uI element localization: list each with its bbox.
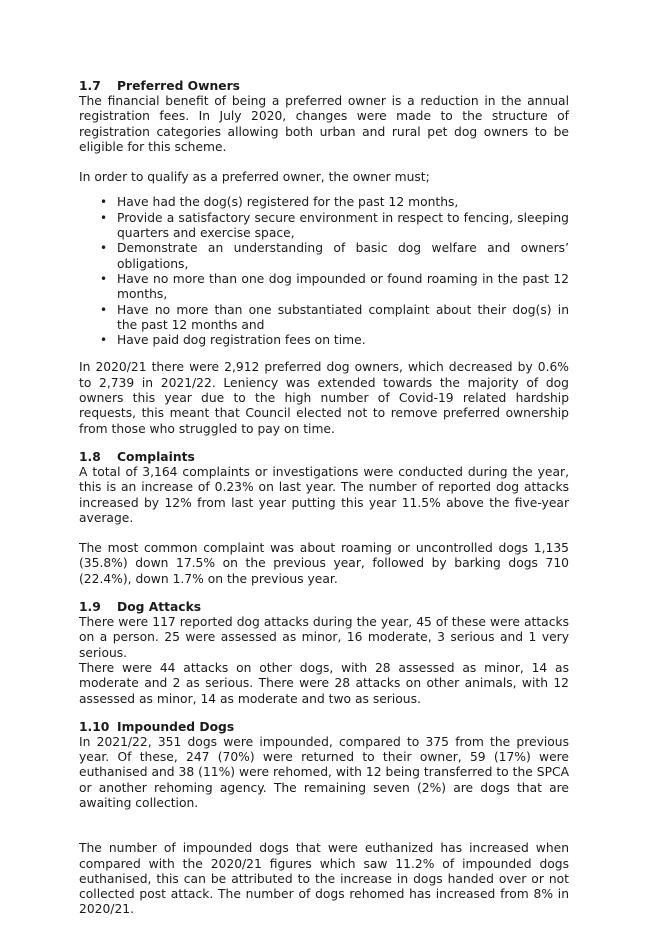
section-title: Dog Attacks: [117, 600, 202, 615]
list-item: • Have had the dog(s) registered for the past 12 months,: [79, 195, 569, 210]
list-item: • Have paid dog registration fees on time.: [79, 333, 569, 348]
list-item: • Provide a satisfactory secure environment in respect to fencing, sleeping quarters and exercise space,: [79, 211, 569, 242]
paragraph: A total of 3,164 complaints or investigations were conducted during the year, this is an increase of 0.23% on last year. The number of reported dog attacks increased by 12% from last year putting this year 11.5% above the five-year average.: [79, 464, 569, 525]
section-complaints: [79, 449, 569, 587]
paragraph: In 2021/22, 351 dogs were impounded, compared to 375 from the previous year. Of these, 247 (70%) were returned to their owner, 59 (17%) were euthanised and 38 (11%) were rehomed, with 12 being transferred to the SPCA or another rehoming agency. The remaining seven (2%) are dogs that are awaiting collection.: [79, 734, 569, 810]
section-title: Preferred Owners: [117, 79, 240, 93]
section-dog-attacks: [79, 599, 569, 707]
paragraph: In order to qualify as a preferred owner, the owner must;: [79, 170, 430, 185]
list-item: • Have no more than one substantiated complaint about their dog(s) in the past 12 months and: [79, 303, 569, 334]
list-item: • Demonstrate an understanding of basic dog welfare and owners’ obligations,: [79, 241, 569, 272]
section-heading: [79, 599, 569, 615]
section-impounded-dogs: [79, 719, 569, 918]
list-item: • Have no more than one dog impounded or found roaming in the past 12 months,: [79, 272, 569, 303]
bullet-list: [79, 195, 569, 348]
section-preferred-owners: [79, 78, 569, 437]
section-title: Impounded Dogs: [117, 719, 235, 734]
section-number: 1.9: [79, 600, 101, 615]
paragraph: The most common complaint was about roaming or uncontrolled dogs 1,135 (35.8%) down 17.5% on the previous year, followed by barking dogs 710 (22.4%), down 1.7% on the previous year.: [79, 541, 569, 586]
document-page: [79, 78, 569, 930]
section-number: 1.7: [79, 79, 101, 93]
section-title: Complaints: [117, 449, 195, 464]
section-number: 1.8: [79, 449, 101, 464]
paragraph: The number of impounded dogs that were euthanized has increased when compared with the 2020/21 figures which saw 11.2% of impounded dogs euthanised, this can be attributed to the increase in dogs handed over or not collected post attack. The number of dogs rehomed has increased from 8% in 2020/21.: [79, 841, 569, 917]
paragraph: The financial benefit of being a preferred owner is a reduction in the annual registration fees. In July 2020, changes were made to the structure of registration categories allowing both urban and rural pet dog owners to be eligible for this scheme.: [79, 94, 569, 154]
section-heading: [79, 719, 569, 735]
section-heading: [79, 449, 569, 465]
paragraph: There were 117 reported dog attacks during the year, 45 of these were attacks on a person. 25 were assessed as minor, 16 moderate, 3 serious and 1 very serious.: [79, 615, 569, 660]
section-number: 1.10: [79, 719, 110, 734]
section-heading: [79, 78, 569, 94]
paragraph: There were 44 attacks on other dogs, with 28 assessed as minor, 14 as moderate and 2 as serious. There were 28 attacks on other animals, with 12 assessed as minor, 14 as moderate and two as serious.: [79, 660, 569, 706]
paragraph: In 2020/21 there were 2,912 preferred dog owners, which decreased by 0.6% to 2,739 in 2021/22. Leniency was extended towards the majority of dog owners this year due to the high number of Covid-19 related hardship requests, this meant that Council elected not to remove preferred ownership from those who struggled to pay on time.: [79, 360, 569, 436]
